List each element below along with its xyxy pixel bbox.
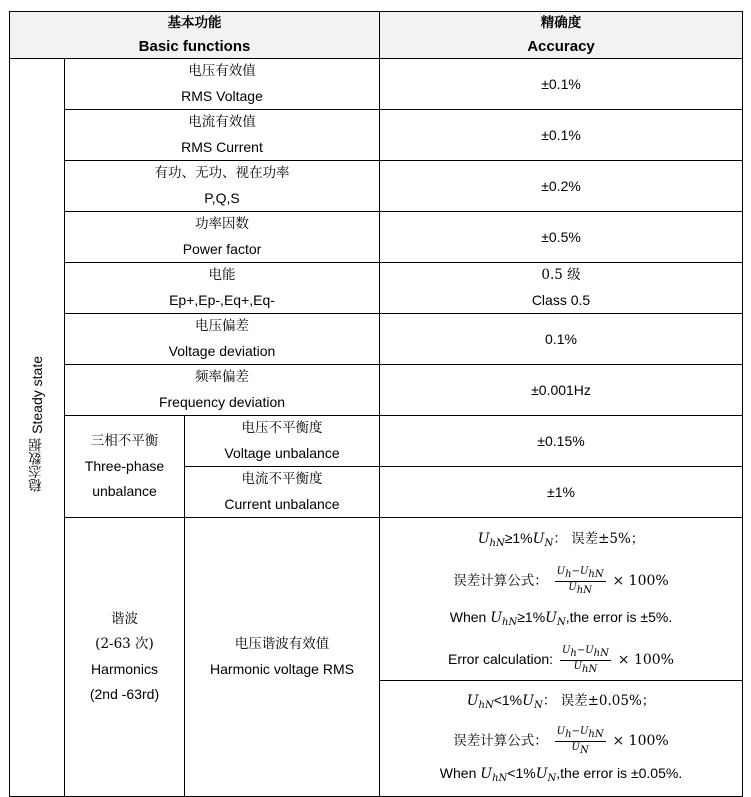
accuracy-cell: ±0.15% [380,416,743,467]
function-cn: 功率因数 [195,216,249,232]
header-functions [10,12,380,59]
fraction-denominator: UhN [573,660,598,675]
fraction [555,566,606,597]
symbol-sub: N [547,773,557,784]
table-row [10,416,743,467]
function-cn: 电流有效值 [188,114,256,130]
unbalance-group-cell [65,416,185,518]
harmonics-group-cn: 谐波 [111,611,138,627]
harmonics-range-en: (2nd -63rd) [89,686,160,702]
header-row [10,12,743,59]
table-row [10,161,743,212]
function-en: Ep+,Ep-,Eq+,Eq- [169,292,275,308]
fraction-numerator: Uh−UhN [561,644,609,659]
function-cell [65,263,380,314]
function-en: Current unbalance [224,496,340,512]
accuracy-cell: ±0.2% [380,161,743,212]
formula-label-cn: 误差计算公式： [453,733,548,749]
function-cell [65,314,380,365]
table-row [10,110,743,161]
symbol-sub: N [544,538,554,549]
symbol-u: U [532,531,545,547]
when-prefix: When [439,765,477,781]
case1-condition-en [380,599,742,641]
table-row [10,59,743,110]
function-en: P,Q,S [204,190,240,206]
fraction-denominator: UN [571,741,589,756]
function-cell [65,161,380,212]
function-cn: 频率偏差 [195,369,249,385]
case2-formula-cn [380,723,742,758]
symbol-u: U [490,610,503,626]
accuracy-cell [380,263,743,314]
colon-sep: ： [542,692,557,708]
harmonics-group-cell [65,518,185,797]
fraction-denominator: UhN [568,581,592,596]
function-en: RMS Current [181,139,263,155]
symbol-sub: hN [502,617,518,628]
accuracy-cell: ±1% [380,467,743,518]
times-100: × 100% [612,733,669,749]
function-en: Frequency deviation [158,394,286,410]
symbol-u: U [480,766,493,782]
function-cell [185,467,380,518]
case1-formula-en [380,641,742,678]
header-functions-cn: 基本功能 [167,15,222,31]
symbol-u: U [545,610,557,626]
unbalance-group-en-2: unbalance [92,483,157,499]
formula-label-cn: 误差计算公式： [453,573,548,589]
condition-rel: ≥1% [517,609,546,625]
symbol-sub: hN [492,773,508,784]
when-suffix: ,the error is ±0.05%. [556,765,683,781]
symbol-u: U [466,693,479,709]
symbol-sub: hN [489,538,505,549]
symbol-sub: N [533,700,543,711]
steady-state-label [26,356,48,492]
colon-sep: ： [553,530,568,546]
symbol-u: U [477,531,490,547]
function-cn: 电压有效值 [188,63,256,79]
accuracy-cell: ±0.1% [380,110,743,161]
header-accuracy-en: Accuracy [527,38,595,55]
case2-condition-cn [380,683,742,723]
table-row [10,365,743,416]
table-row [10,314,743,365]
accuracy-cell: ±0.1% [380,59,743,110]
when-prefix: When [449,609,487,625]
symbol-u: U [535,766,548,782]
accuracy-en: Class 0.5 [531,292,591,308]
times-100: × 100% [617,652,674,668]
case1-condition-cn [380,520,742,562]
function-en: Harmonic voltage RMS [210,661,354,677]
condition-rel: <1% [493,692,523,708]
symbol-sub: hN [478,700,494,711]
function-cell [65,365,380,416]
header-accuracy-cn: 精确度 [540,15,582,31]
case2-condition-en [380,758,742,794]
function-en: Voltage deviation [168,343,276,359]
unbalance-group-en-1: Three-phase [84,458,165,474]
error-cn: 误差±0.05%； [560,693,656,709]
function-cn: 电流不平衡度 [241,471,323,487]
function-cn: 电压不平衡度 [241,420,323,436]
function-cell [65,110,380,161]
fraction [560,645,611,676]
function-cell [185,416,380,467]
accuracy-cell: 0.1% [380,314,743,365]
steady-state-cell [10,59,65,797]
case1-formula-cn [380,562,742,599]
function-en: RMS Voltage [181,88,263,104]
accuracy-cell-case2 [380,681,743,797]
case1-block [380,518,742,680]
accuracy-cell-case1 [380,518,743,681]
table-row [10,518,743,681]
steady-state-en: Steady state [29,355,45,434]
fraction [555,726,606,757]
symbol-u: U [522,693,534,709]
fraction-numerator: Uh−UhN [556,565,604,580]
function-cn: 电压谐波有效值 [234,636,330,652]
times-100: × 100% [612,573,669,589]
function-cn: 有功、无功、视在功率 [154,165,290,181]
function-en: Voltage unbalance [224,445,340,461]
spec-table [9,11,743,797]
harmonics-group-en: Harmonics [91,661,158,677]
when-suffix: ,the error is ±5%. [565,609,673,625]
case2-block [380,681,742,796]
header-accuracy [380,12,743,59]
function-cell [185,518,380,797]
symbol-sub: N [556,617,566,628]
formula-label-en: Error calculation: [448,651,554,667]
function-cell [65,212,380,263]
spec-table-wrapper [9,11,743,797]
harmonics-range-cn: (2-63 次) [95,636,154,652]
fraction-numerator: Uh−UhN [556,725,604,740]
unbalance-group-cn: 三相不平衡 [90,433,159,449]
function-cell [65,59,380,110]
accuracy-cell: ±0.5% [380,212,743,263]
function-cn: 电能 [208,267,236,283]
header-functions-en: Basic functions [138,38,251,55]
steady-state-cn: 稳态数据 [29,437,45,492]
table-row [10,212,743,263]
table-row [10,263,743,314]
error-cn: 误差±5%； [571,531,645,547]
condition-rel: ≥1% [504,530,533,546]
function-cn: 电压偏差 [195,318,249,334]
accuracy-cell: ±0.001Hz [380,365,743,416]
condition-rel: <1% [507,765,536,781]
function-en: Power factor [182,241,262,257]
accuracy-cn: 0.5 级 [541,267,581,283]
